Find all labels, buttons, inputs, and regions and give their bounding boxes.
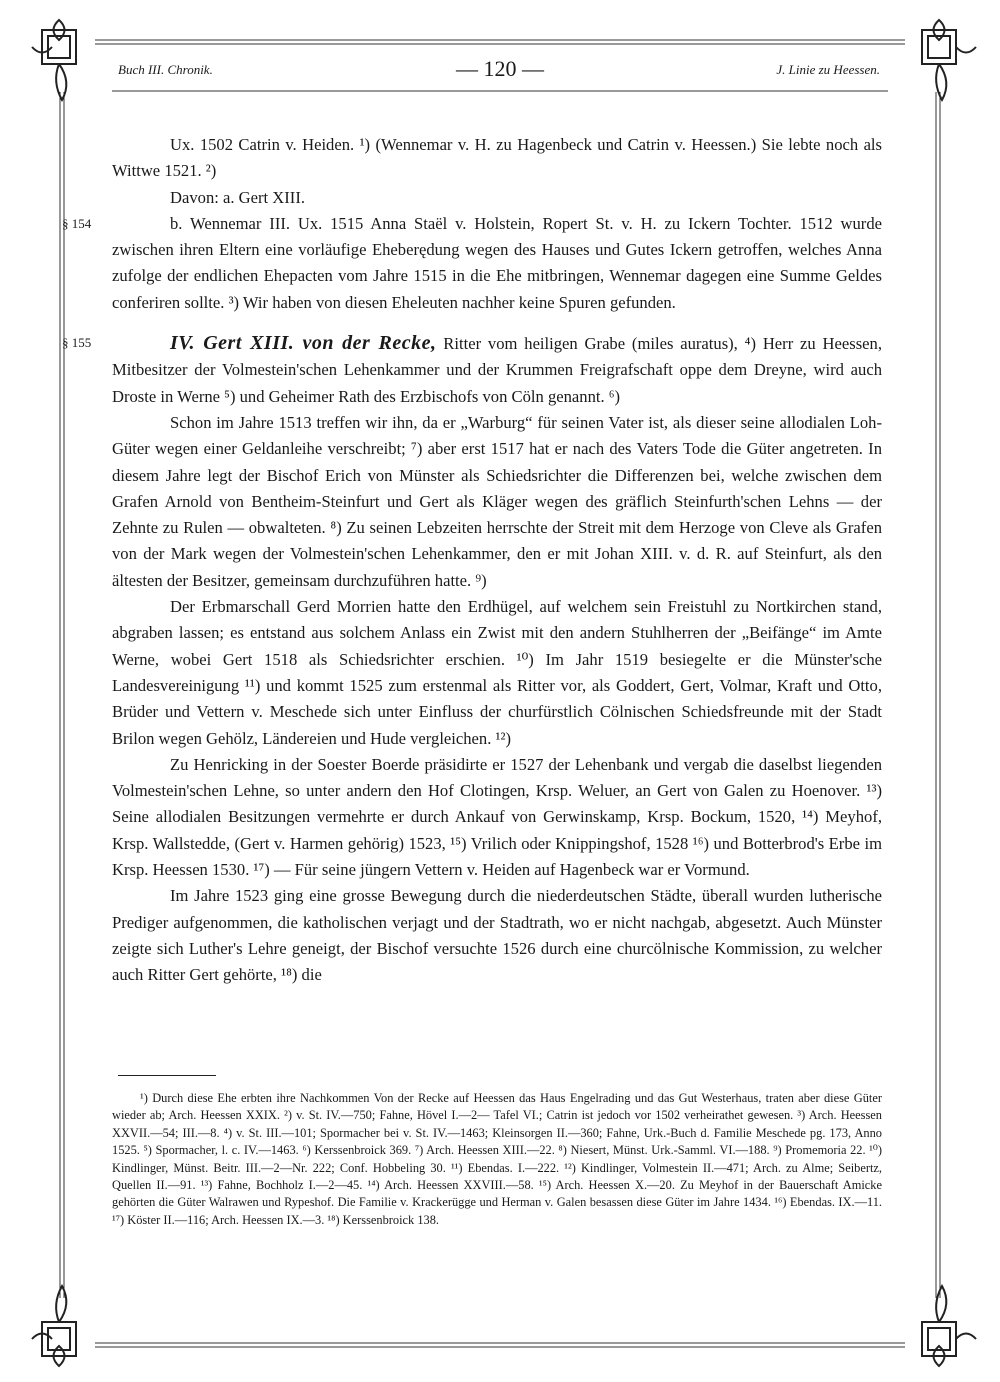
section-marker-155: § 155 [62, 335, 92, 351]
footnotes [112, 1090, 882, 1229]
running-header-left: Buch III. Chronik. [118, 62, 213, 77]
paragraph-wennemar: b. Wennemar III. Ux. 1515 Anna Staël v. Holstein, Ropert St. v. H. zu Ickern Tochter. 1512 wurde zwischen ihren Eltern eine vorläufige Eheberędung wegen des Hauses und Gutes Ickern getroffen, welches Anna zufolge der endlichen Ehepacten vom Jahre 1515 in die Ehe mitbringen, Wennemar dagegen eine Summe Geldes conferiren sollte. ³) Wir haben von diesen Eheleuten nachher keine Spuren gefunden. [112, 213, 882, 312]
footnote-rule [118, 1075, 216, 1076]
paragraph-gert-intro [112, 330, 882, 410]
section-155-block [62, 330, 882, 410]
paragraph-children: Davon: a. Gert XIII. [170, 187, 306, 207]
corner-ornament-bottom-left [32, 1286, 76, 1366]
heading-gert-xiii: IV. Gert XIII. von der Recke, [170, 332, 437, 355]
paragraph-morrien: Der Erbmarschall Gerd Morrien hatte den Erdhügel, auf welchem sein Freistuhl zu Nortkirchen stand, abgraben lassen; es entstand aus solchem Anlass ein Zwist mit den andern Stuhlherren der „Beifänge“ im Amte Werne, wobei Gert 1518 als Schiedsrichter erschien. ¹⁰) Im Jahr 1519 besiegelte er die Münster'sche Landesvereinigung ¹¹) und kommt 1525 zum erstenmal als Ritter vor, als Goddert, Gert, Volmar, Kraft und Otto, Brüder und Vettern v. Meschede sich unter Einfluss der churfürstlich Cölnischen Schiedsfreunde mit der Stadt Brilon wegen Gehölz, Ländereien und Hude vergleichen. ¹²) [112, 597, 882, 748]
paragraph-marriage: Ux. 1502 Catrin v. Heiden. ¹) (Wennemar v. H. zu Hagenbeck und Catrin v. Heessen.) Sie lebte noch als Wittwe 1521. ²) [112, 135, 882, 181]
running-header-right: J. Linie zu Heessen. [776, 62, 880, 77]
section-marker-154: § 154 [62, 215, 92, 231]
section-154-block [62, 211, 882, 316]
paragraph-gert-intro-text: Ritter vom heiligen Grabe (miles auratus), ⁴) Herr zu Heessen, Mitbesitzer der Volmestein'schen Lehenkammer und der Krummen Freigrafschaft oppe dem Dreyne, wird auch Droste in Werne ⁵) und Geheimer Rath des Erzbischofs von Cöln genannt. ⁶) [112, 334, 882, 406]
paragraph-1513: Schon im Jahre 1513 treffen wir ihn, da er „Warburg“ für seinen Vater ist, als dieser seine allodialen Loh-Güter wegen einer Geldanleihe verschreibt; ⁷) aber erst 1517 hat er nach des Vaters Tode die Güter angetreten. In diesem Jahre legt der Bischof Erich von Münster als Schiedsrichter die Differenzen bei, welche zwischen dem Grafen Arnold von Bentheim-Steinfurt und Gert als Kläger wegen des gräflich Steinfurth'schen Lehns — der Zehnte zu Rulen — obwalteten. ⁸) Zu seinen Lebzeiten herrschte der Streit mit dem Herzoge von Cleve als Grafen von der Mark wegen der Volmestein'schen Lehenkammer, den er mit Johan XIII. v. d. R. auf Steinfurt, als den ältesten der Besitzer, gemeinsam durchzuführen hatte. ⁹) [112, 412, 882, 590]
paragraph-henricking: Zu Henricking in der Soester Boerde präsidirte er 1527 der Lehenbank und vergab die daselbst liegenden Volmestein'schen Lehne, so unter andern den Hof Clotingen, Krsp. Weluer, an Gert von Galen zu Hoenover. ¹³) Seine allodialen Besitzungen vermehrte er durch Ankauf von Gerwinskamp, Krsp. Bockum, 1520, ¹⁴) Meyhof, Krsp. Wallstedde, (Gert v. Harmen gehörig) 1523, ¹⁵) Vrilich oder Knippingshof, 1528 ¹⁶) und Botterbrod's Erbe im Krsp. Heessen 1530. ¹⁷) — Für seine jüngern Vettern v. Heiden auf Hagenbeck war er Vormund. [112, 754, 882, 880]
corner-ornament-bottom-right [922, 1286, 976, 1366]
paragraph-1523: Im Jahre 1523 ging eine grosse Bewegung durch die niederdeutschen Städte, überall wurden lutherische Prediger aufgenommen, die katholischen verjagt und der Stadtrath, wo er nicht nachgab, abgesetzt. Auch Münster zeigte sich Luther's Lehre geneigt, der Bischof versuchte 1526 durch eine churcölnische Kommission, zu welcher auch Ritter Gert gehörte, ¹⁸) die [112, 886, 882, 985]
page-number: — 120 — [456, 56, 544, 81]
footnotes-text: ¹) Durch diese Ehe erbten ihre Nachkommen Von der Recke auf Heessen das Haus Engelrading und das Gut Westerhaus, traten aber diese Güter wieder ab; Arch. Heessen XXIX. ²) v. St. IV.—750; Fahne, Hövel I.—2— Tafel VI.; Catrin ist jedoch vor 1502 verheirathet gewesen. ³) Arch. Heessen XXVII.—54; III.—8. ⁴) v. St. III.—101; Spormacher bei v. St. IV.—1463; Kleinsorgen II.—360; Fahne, Urk.-Buch d. Familie Meschede pg. 173, Anno 1525. ⁵) Spormacher, l. c. IV.—1463. ⁶) Kerssenbroick 369. ⁷) Arch. Heessen XIII.—22. ⁸) Niesert, Münst. Urk.-Samml. VI.—188. ⁹) Promemoria 22. ¹⁰) Kindlinger, Münst. Beitr. III.—2—Nr. 222; Conf. Hobbeling 30. ¹¹) Ebendas. I.—222. ¹²) Kindlinger, Volmestein II.—471; Arch. zu Alme; Seibertz, Quellen II.—91. ¹³) Fahne, Bochholz I.—2—45. ¹⁴) Arch. Heessen XXVIII.—58. ¹⁵) Arch. Heessen X.—20. Zu Meyhof in der Bauerschaft Amicke gehörten die Güter Walrawen und Rypeshof. Die Familie v. Krackerügge und Herman v. Galen besassen diese Güter im Jahre 1434. ¹⁶) Ebendas. IX.—11. ¹⁷) Köster II.—116; Arch. Heessen IX.—3. ¹⁸) Kerssenbroick 138. [112, 1091, 882, 1227]
main-text [62, 132, 882, 989]
